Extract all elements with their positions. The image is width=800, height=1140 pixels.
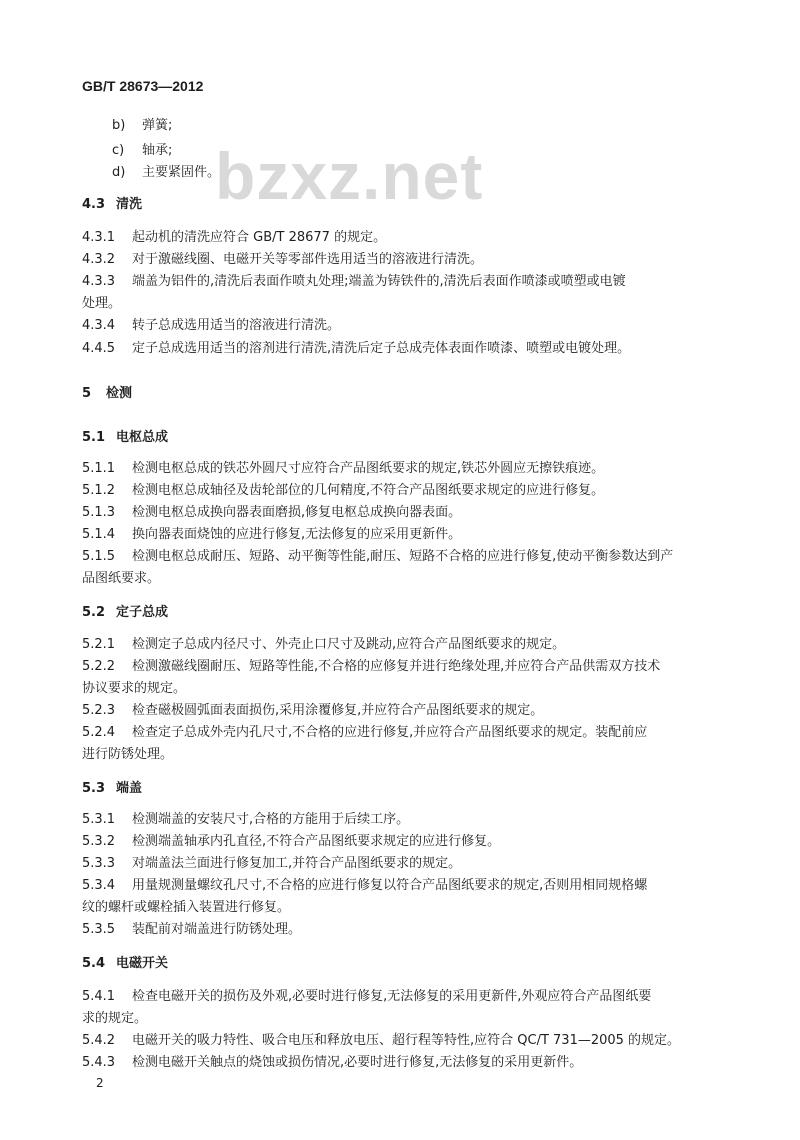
section-heading: 5.3 端盖 bbox=[82, 781, 143, 796]
clause: 4.3.3 端盖为铝件的,清洗后表面作喷丸处理;端盖为铸铁件的,清洗后表面作喷漆或喷塑或电镀 bbox=[82, 274, 626, 289]
clause: 5.3.5 装配前对端盖进行防锈处理。 bbox=[82, 922, 302, 937]
clause-continuation: 进行防锈处理。 bbox=[82, 747, 174, 762]
clause-continuation: 纹的螺杆或螺栓插入装置进行修复。 bbox=[82, 900, 291, 915]
section-heading: 5.2 定子总成 bbox=[82, 605, 169, 620]
clause: 5.2.3 检查磁极圆弧面表面损伤,采用涂覆修复,并应符合产品图纸要求的规定。 bbox=[82, 703, 544, 718]
clause: 5.2.1 检测定子总成内径尺寸、外壳止口尺寸及跳动,应符合产品图纸要求的规定。 bbox=[82, 637, 566, 652]
clause: 5.4.2 电磁开关的吸力特性、吸合电压和释放电压、超行程等特性,应符合 QC/T 731—2005 的规定。 bbox=[82, 1033, 681, 1048]
clause: 4.3.4 转子总成选用适当的溶液进行清洗。 bbox=[82, 318, 341, 333]
clause: 5.2.2 检测激磁线圈耐压、短路等性能,不合格的应修复并进行绝缘处理,并应符合产品供需双方技术 bbox=[82, 659, 661, 674]
list-item: d) 主要紧固件。 bbox=[112, 165, 221, 180]
clause: 5.4.1 检查电磁开关的损伤及外观,必要时进行修复,无法修复的采用更新件,外观应符合产品图纸要 bbox=[82, 989, 652, 1004]
clause: 5.4.3 检测电磁开关触点的烧蚀或损伤情况,必要时进行修复,无法修复的采用更新件。 bbox=[82, 1055, 583, 1070]
page-number: 2 bbox=[96, 1076, 104, 1090]
clause: 5.1.2 检测电枢总成轴径及齿轮部位的几何精度,不符合产品图纸要求规定的应进行修复。 bbox=[82, 483, 605, 498]
clause: 5.2.4 检查定子总成外壳内孔尺寸,不合格的应进行修复,并应符合产品图纸要求的规定。装配前应 bbox=[82, 725, 648, 740]
clause: 5.1.5 检测电枢总成耐压、短路、动平衡等性能,耐压、短路不合格的应进行修复,使动平衡参数达到产 bbox=[82, 549, 674, 564]
clause: 5.3.4 用量规测量螺纹孔尺寸,不合格的应进行修复以符合产品图纸要求的规定,否则用相同规格螺 bbox=[82, 878, 648, 893]
clause: 5.1.3 检测电枢总成换向器表面磨损,修复电枢总成换向器表面。 bbox=[82, 505, 462, 520]
clause: 5.1.1 检测电枢总成的铁芯外圆尺寸应符合产品图纸要求的规定,铁芯外圆应无擦铁痕迹。 bbox=[82, 461, 605, 476]
clause: 4.3.2 对于激磁线圈、电磁开关等零部件选用适当的溶液进行清洗。 bbox=[82, 252, 484, 267]
clause-continuation: 求的规定。 bbox=[82, 1011, 148, 1026]
section-heading: 5 检测 bbox=[82, 386, 133, 401]
clause-continuation: 协议要求的规定。 bbox=[82, 681, 187, 696]
clause: 5.3.1 检测端盖的安装尺寸,合格的方能用于后续工序。 bbox=[82, 812, 410, 827]
clause: 5.1.4 换向器表面烧蚀的应进行修复,无法修复的应采用更新件。 bbox=[82, 527, 462, 542]
watermark: bzxz.net bbox=[215, 139, 484, 213]
clause-continuation: 品图纸要求。 bbox=[82, 571, 161, 586]
list-item: b) 弹簧; bbox=[112, 118, 173, 133]
section-heading: 4.3 清洗 bbox=[82, 197, 143, 212]
standard-code: GB/T 28673—2012 bbox=[82, 78, 204, 94]
section-heading: 5.4 电磁开关 bbox=[82, 956, 169, 971]
clause: 4.3.1 起动机的清洗应符合 GB/T 28677 的规定。 bbox=[82, 230, 387, 245]
section-heading: 5.1 电枢总成 bbox=[82, 430, 169, 445]
clause-continuation: 处理。 bbox=[82, 296, 122, 311]
clause: 5.3.3 对端盖法兰面进行修复加工,并符合产品图纸要求的规定。 bbox=[82, 856, 462, 871]
clause: 5.3.2 检测端盖轴承内孔直径,不符合产品图纸要求规定的应进行修复。 bbox=[82, 834, 501, 849]
list-item: c) 轴承; bbox=[112, 143, 173, 158]
clause: 4.4.5 定子总成选用适当的溶剂进行清洗,清洗后定子总成壳体表面作喷漆、喷塑或电镀处理。 bbox=[82, 341, 631, 356]
